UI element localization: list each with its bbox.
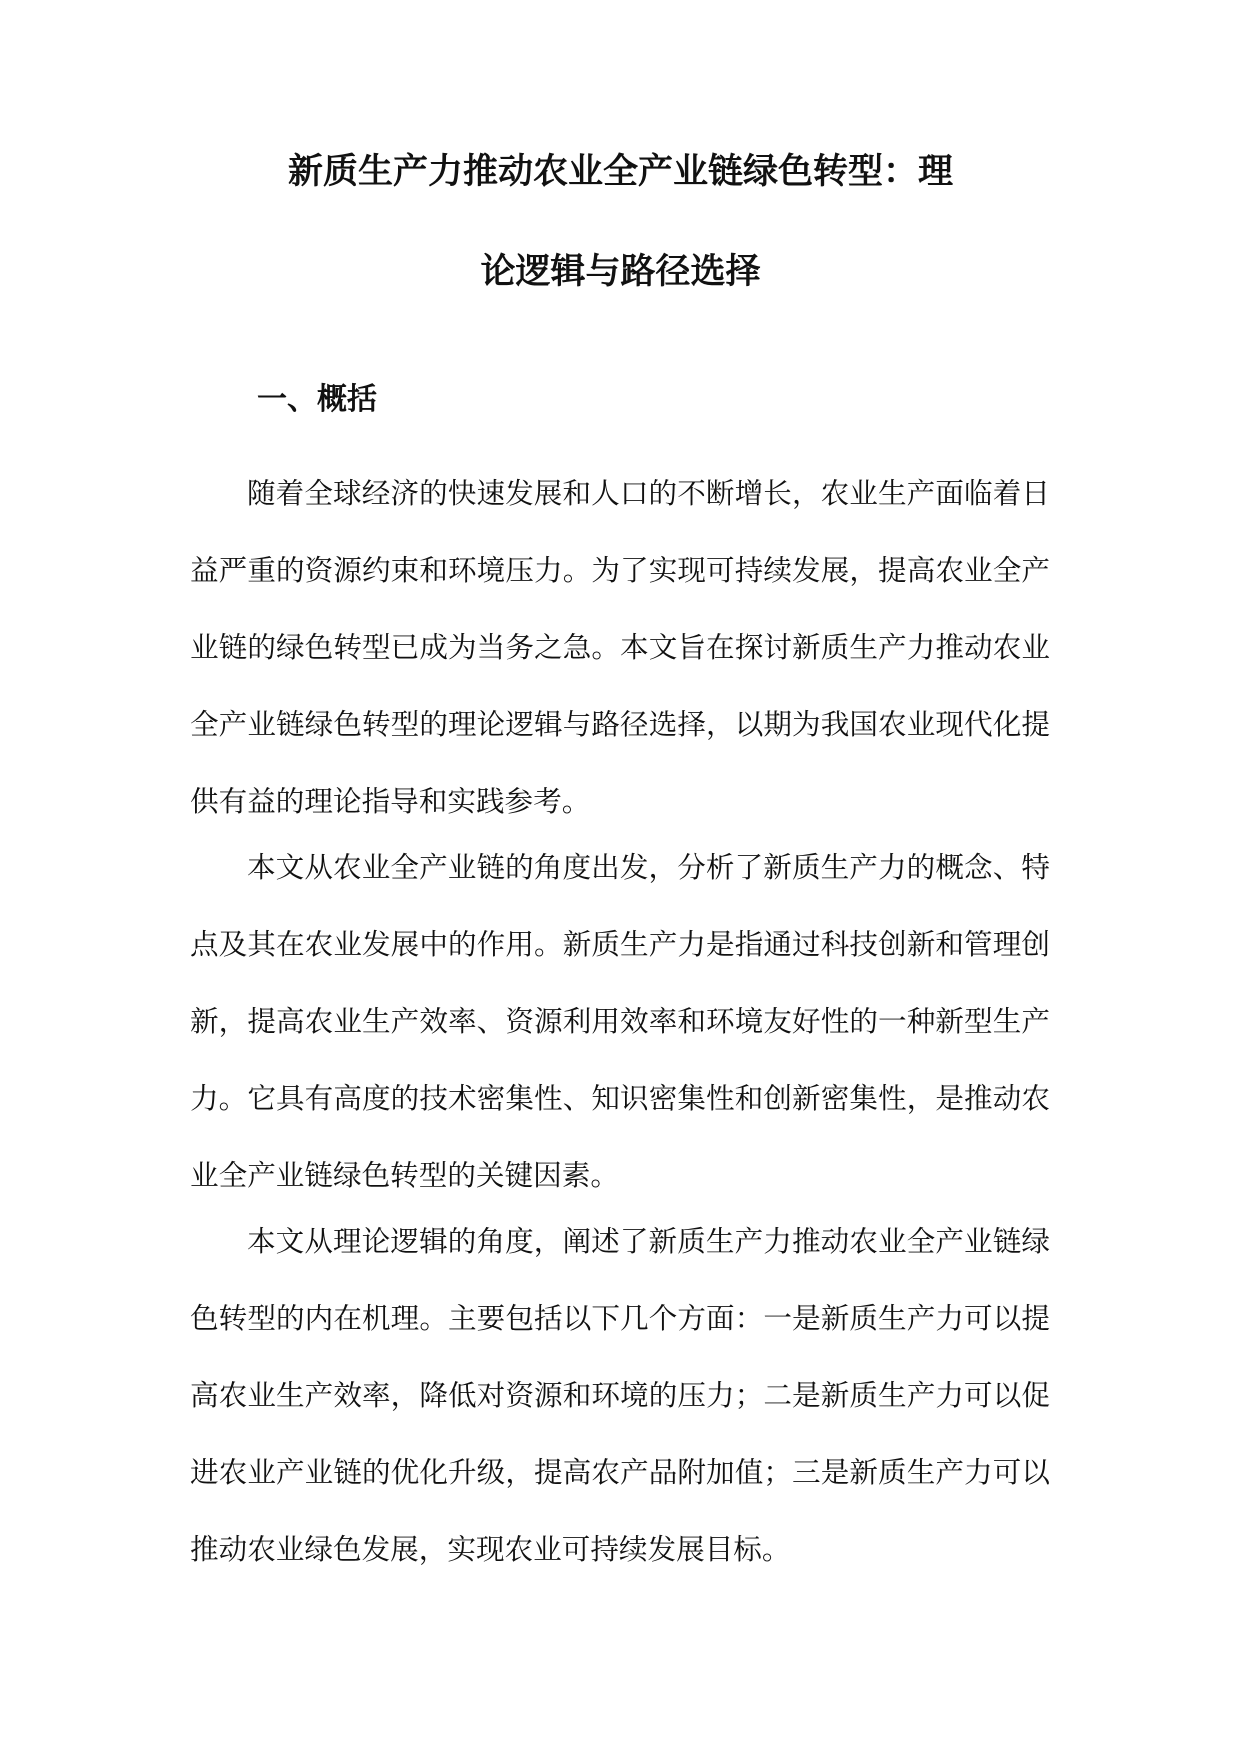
section-heading: 一、概括 [257,382,377,417]
body-paragraph-1: 随着全球经济的快速发展和人口的不断增长，农业生产面临着日益严重的资源约束和环境压力。为了实现可持续发展，提高农业全产业链的绿色转型已成为当务之急。本文旨在探讨新质生产力推动农业全产业链绿色转型的理论逻辑与路径选择，以期为我国农业现代化提供有益的理论指导和实践参考。 [190,476,1050,818]
body-paragraph-3: 本文从理论逻辑的角度，阐述了新质生产力推动农业全产业链绿色转型的内在机理。主要包括以下几个方面：一是新质生产力可以提高农业生产效率，降低对资源和环境的压力；二是新质生产力可以促进农业产业链的优化升级，提高农产品附加值；三是新质生产力可以推动农业绿色发展，实现农业可持续发展目标。 [190,1224,1050,1566]
document-title-line-2: 论逻辑与路径选择 [480,252,761,292]
document-title-line-1: 新质生产力推动农业全产业链绿色转型：理 [287,152,953,192]
body-paragraph-2: 本文从农业全产业链的角度出发，分析了新质生产力的概念、特点及其在农业发展中的作用。新质生产力是指通过科技创新和管理创新，提高农业生产效率、资源利用效率和环境友好性的一种新型生产力。它具有高度的技术密集性、知识密集性和创新密集性，是推动农业全产业链绿色转型的关键因素。 [190,850,1050,1192]
